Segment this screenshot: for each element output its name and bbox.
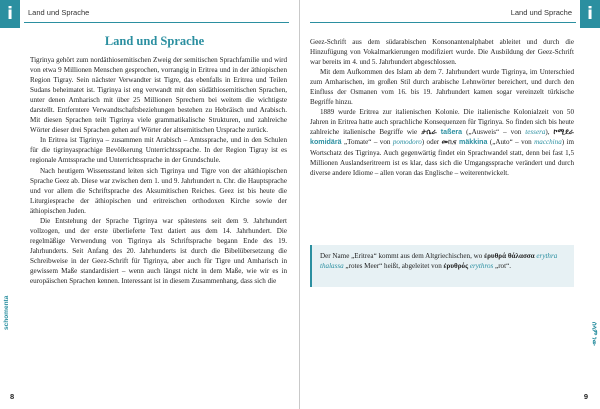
text-run: „rot“. xyxy=(493,262,511,270)
page-title: Land und Sprache xyxy=(104,34,205,48)
transliteration: erythros xyxy=(469,262,494,270)
info-box xyxy=(310,245,574,287)
transliteration: komidärä xyxy=(310,138,342,147)
paragraph: In Eritrea ist Tigrinya – zusammen mit Arabisch – Amtssprache, und in den Schulen für die tigrinyasprachige Bevölkerung Unterrichtssprache. In der Region Tigray ist es regionale Amtssprache und Unterrichtssprache in der Grundschule. xyxy=(30,136,287,165)
text-run: ) oder xyxy=(421,138,442,147)
geez-word: ታሴራ xyxy=(421,127,437,137)
text-run: ) im Wortschatz des Tigrinya. Auch gegenwärtig findet ein Sprachwandel statt, denn bei fast 1,5 Millionen Auslandseritreern ist es klar, dass sich die Umgangssprache verändert und durch diverse andere Idiome – allen voran das Englische – weiterentwickelt. xyxy=(310,138,575,177)
text-run: „rotes Meer“ heißt, abgeleitet von xyxy=(343,262,444,270)
side-label: ሰላም ነው xyxy=(590,321,597,346)
geez-word: ኮሚደራ xyxy=(553,127,574,137)
running-head: Land und Sprache xyxy=(28,8,90,17)
transliteration: mäkkina xyxy=(459,138,488,147)
paragraph xyxy=(310,107,574,177)
text-run: Der Name „Eritrea“ kommt aus dem Altgriechischen, wo xyxy=(320,252,485,260)
greek-word: ἐρυθρός xyxy=(443,262,469,270)
page-number: 9 xyxy=(583,392,588,401)
right-page xyxy=(300,0,600,409)
text-run: 1889 wurde Eritrea zur italienischen Kolonie. Die italienische Kolonialzeit von 50 Jahren in Eritrea hatte auch sprachliche Konsequenzen für Tigrinya. So finden sich bis heute zahlreiche italienische Begriffe wie xyxy=(310,108,574,137)
italian-word: pomodoro xyxy=(392,138,422,147)
side-label: schomenta xyxy=(3,295,10,330)
running-head: Land und Sprache xyxy=(510,8,572,17)
body-text xyxy=(310,37,574,178)
header-rule xyxy=(310,22,576,23)
info-icon: i xyxy=(580,0,600,28)
text-run: („Auto“ – von xyxy=(487,138,535,147)
italian-word: macchina xyxy=(534,138,562,147)
text-run: („Ausweis“ – von xyxy=(462,128,526,137)
info-icon: i xyxy=(0,0,20,28)
page-number: 8 xyxy=(10,392,15,401)
geez-word: መኪና xyxy=(441,137,457,147)
header-rule xyxy=(24,22,289,23)
transliteration: erythra thalassa xyxy=(320,252,558,270)
paragraph: Nach heutigem Wissensstand leiten sich Tigrinya und Tigre von der altäthiopischen Sprache Geez ab. Diese war zwischen dem 1. und 9. Jahrhundert n. Chr. die Hauptsprache und vor allem die Schriftsprache des Aksumitischen Reiches. Geez ist bis heute die Liturgiesprache der äthiopischen und eritreischen orthodoxen Kirche sowie der äthiopischen Juden. xyxy=(30,166,287,215)
text-run: ), xyxy=(545,128,554,137)
transliteration: taßera xyxy=(440,128,463,137)
greek-word: ἐρυθρά θάλασσα xyxy=(484,252,535,260)
body-text xyxy=(30,55,287,286)
paragraph: Tigrinya gehört zum nordäthiosemitischen Zweig der semitischen Sprachfamilie und wird von etwa 9 Millionen Menschen gesprochen, vorrangig in Eritrea und in der äthiopischen Region Tigray. Sein nächster Verwandter ist Tigre, das ebenfalls in Eritrea und Teilen Sudans beheimatet ist. Tigrinya ist eng verwandt mit den südäthiosemitischen Sprachen, unter denen Amharisch mit über 25 Millionen Sprechern bei weitem die wichtigste darstellt. Entferntere Verwandtschaftsbeziehungen bestehen zu Hebräisch und Arabisch. Mit diesen Sprachen teilt Tigrinya viele grammatikalische Strukturen, und zahlreiche Wörter dieser drei Sprachen gehen auf Wörter der altsemitischen Ursprache zurück. xyxy=(30,56,287,135)
italian-word: tessera xyxy=(525,128,546,137)
paragraph: Mit dem Aufkommen des Islam ab dem 7. Jahrhundert wurde Tigrinya, im Unterschied zum Amharischen, im großen Stil durch arabische Lehnwörter bereichert, und durch den Einfluss der Osmanen vom 16. bis 19. Jahrhundert kamen sogar vereinzelt türkische Begriffe hinzu. xyxy=(310,68,574,107)
paragraph: Die Entstehung der Sprache Tigrinya war spätestens seit dem 9. Jahrhundert vollzogen, und der erste überlieferte Text datiert aus dem 14. Jahrhundert. Die regelmäßige Verwendung von Tigrinya als Schriftsprache begann Ende des 19. Jahrhunderts. Seit Anfang des 20. Jahrhunderts ist durch die Bibelübersetzung die Schreibweise in der Geez-Schrift für Tigrinya, aber auch für Tigre und Amharisch in gewissem Maße standardisiert – wenn auch längst nicht in dem Maße, wie wir es in europäischen Sprachen kennen. Interessant ist in diesem Zusammenhang, dass sich die xyxy=(30,216,287,286)
text-run: „Tomate“ – von xyxy=(341,138,393,147)
paragraph: Geez-Schrift aus dem südarabischen Konsonantenalphabet ableitet und durch die Hinzufügung von Vokalmarkierungen modifiziert wurde. Die Ausbildung der Geez-Schrift war bereits im 4. und 5. Jahrhundert abgeschlossen. xyxy=(310,38,574,67)
